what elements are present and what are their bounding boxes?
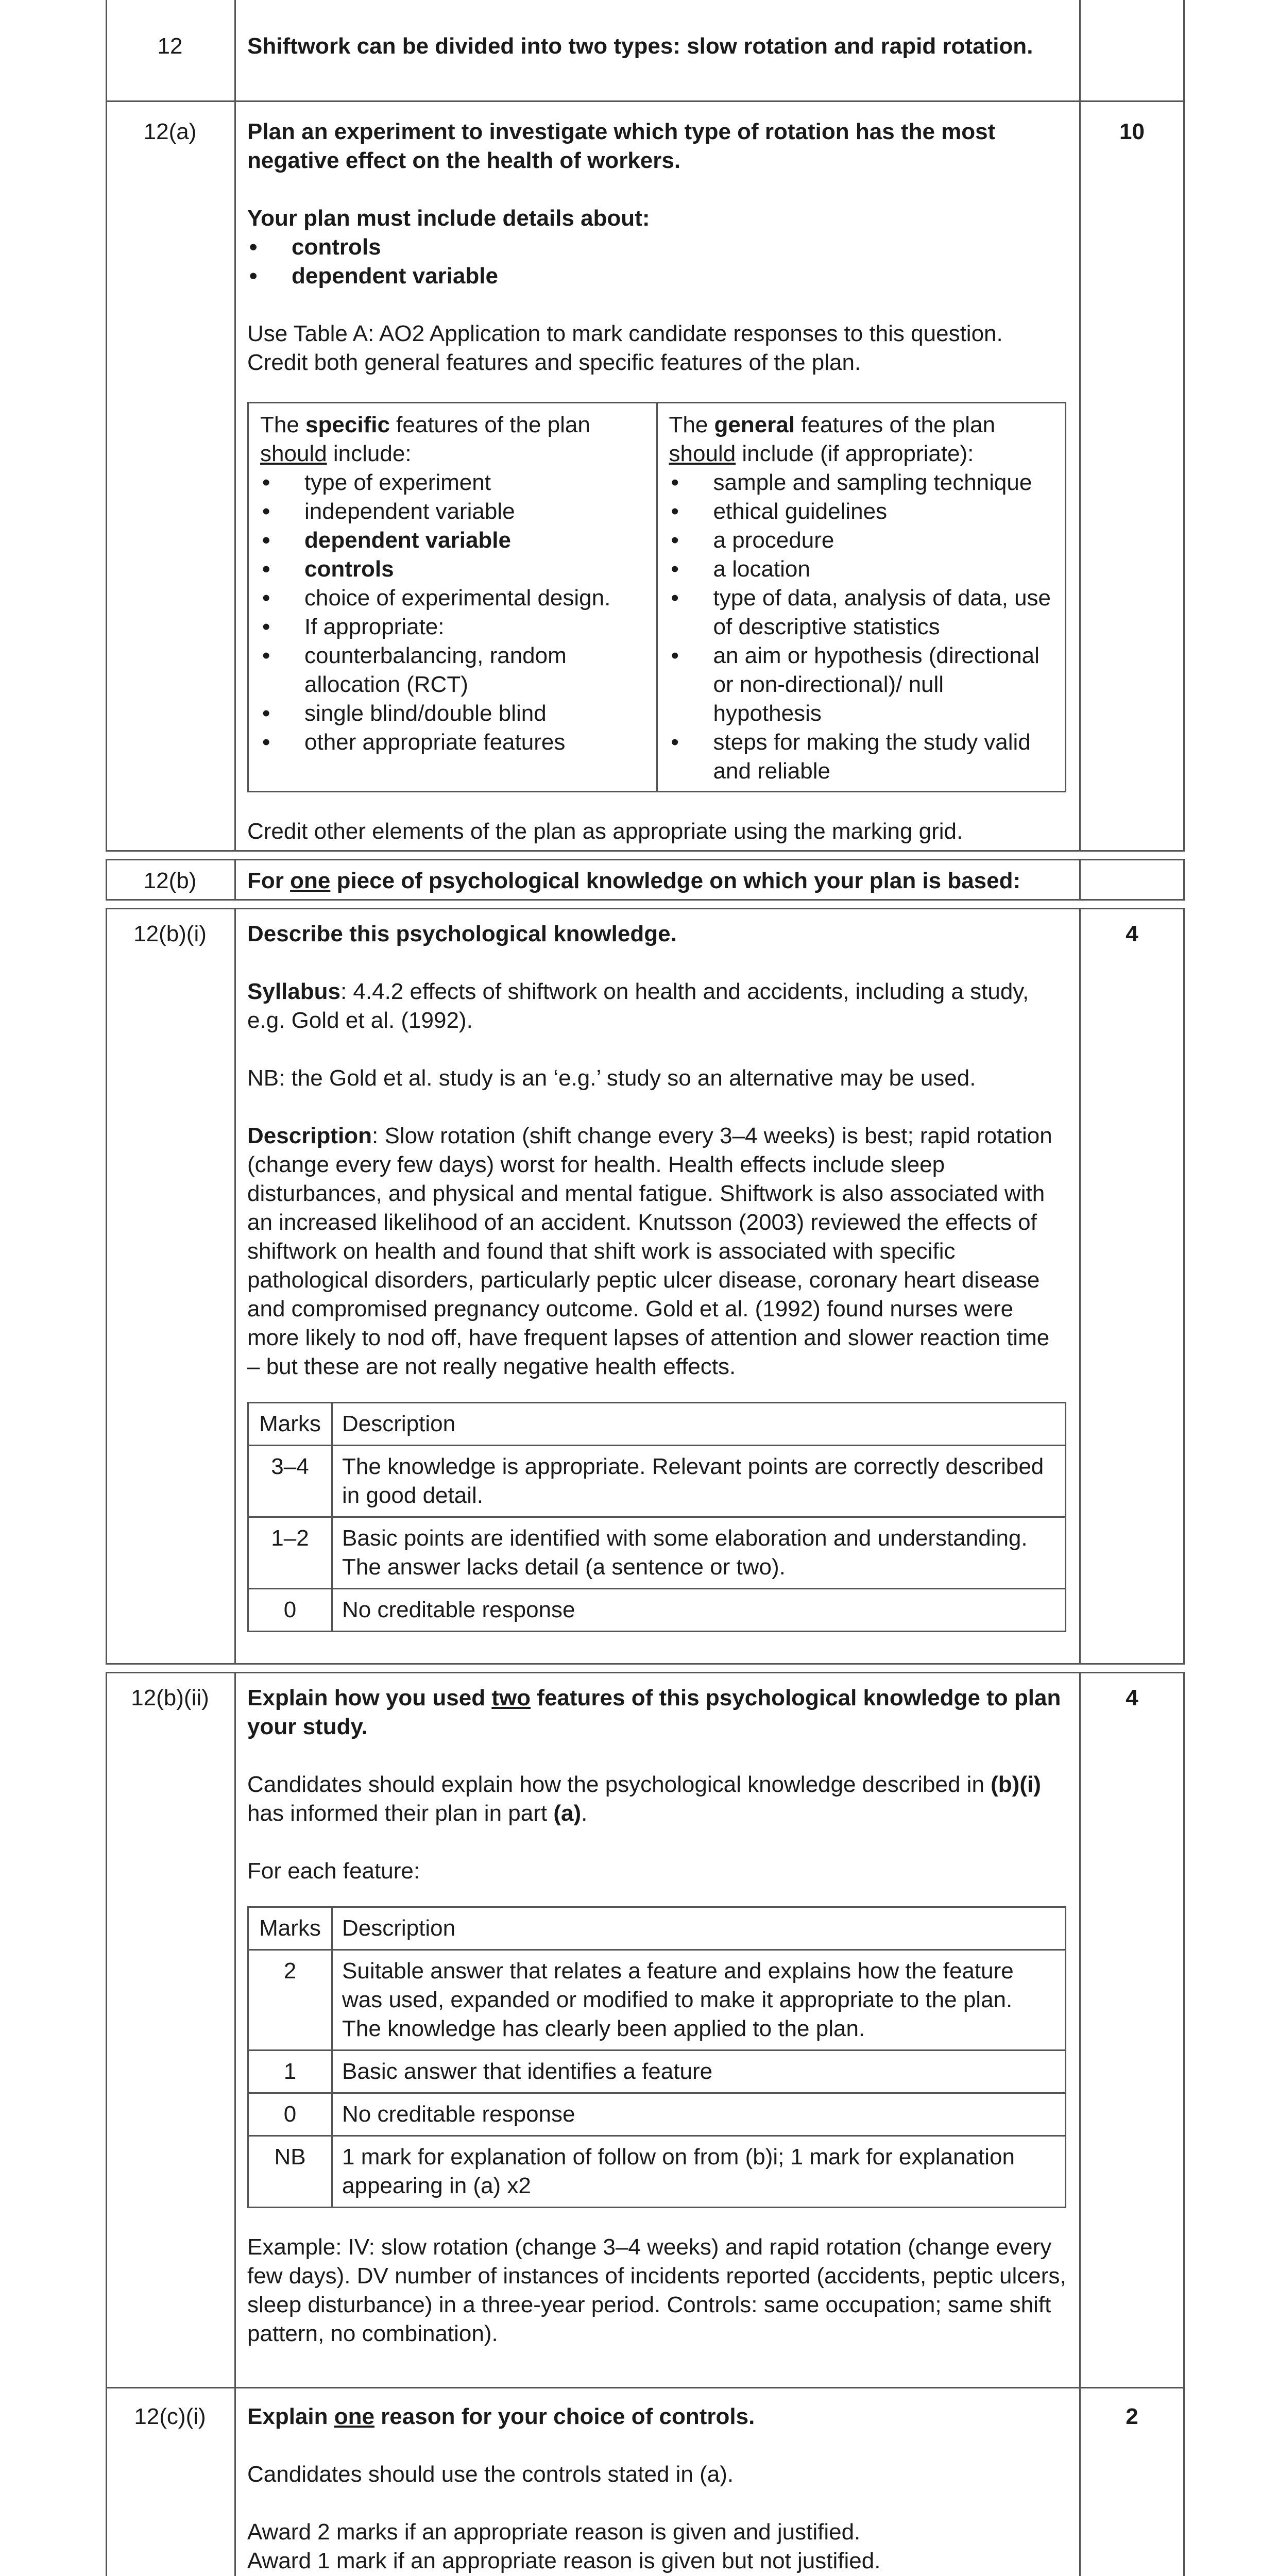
row-separator-double <box>106 850 1185 860</box>
list-item: • dependent variable <box>247 262 1066 291</box>
list-item: • independent variable <box>260 497 649 526</box>
question-number: 12(b)(ii) <box>131 1685 209 1710</box>
table-row: 1–2 Basic points are identified with some elaboration and understanding. The answer lacks detail (a sentence or two). <box>248 1517 1066 1589</box>
general-features-cell: The general features of the plan should include (if appropriate): • sample and sampling technique • ethical guidelines • a procedure • a location • type of data, analysis of data, use of descriptive statistics • an aim or hypothesis (directional or non-directional)/ null hypothesis • steps for making the study valid and reliable <box>657 403 1066 792</box>
question-number: 12(a) <box>143 119 197 144</box>
list-item: • an aim or hypothesis (directional or non-directional)/ null hypothesis <box>669 641 1058 728</box>
question-number: 12(b) <box>143 868 197 893</box>
list-item: • If appropriate: <box>260 613 649 641</box>
table-header-row: Marks Description <box>248 1403 1066 1446</box>
table-row: 0 No creditable response <box>248 1589 1066 1632</box>
list-item: • type of data, analysis of data, use of descriptive statistics <box>669 584 1058 641</box>
list-item: • a location <box>669 555 1058 584</box>
each-feature-text: For each feature: <box>247 1858 420 1884</box>
marking-grid-bii <box>247 1906 1066 2208</box>
plan-features-table <box>247 402 1066 792</box>
question-number: 12(c)(i) <box>134 2404 206 2429</box>
row-separator <box>106 100 1185 102</box>
list-item: • ethical guidelines <box>669 497 1058 526</box>
question-text: Describe this psychological knowledge. <box>247 921 677 946</box>
question-text: For one piece of psychological knowledge on which your plan is based: <box>247 868 1021 893</box>
question-number: 12(b)(i) <box>133 921 207 946</box>
question-text: Explain one reason for your choice of controls. <box>247 2404 755 2429</box>
marks-value: 4 <box>1126 921 1138 946</box>
table-row: 0 No creditable response <box>248 2093 1066 2136</box>
list-item: • a procedure <box>669 526 1058 555</box>
question-content <box>247 117 1066 846</box>
list-item: • type of experiment <box>260 468 649 497</box>
syllabus-text: Syllabus: 4.4.2 effects of shiftwork on health and accidents, including a study, e.g. Gold et al. (1992). <box>247 979 1029 1033</box>
award-2-text: Award 2 marks if an appropriate reason is given and justified. <box>247 2519 861 2545</box>
table-row: 2 Suitable answer that relates a feature and explains how the feature was used, expanded or modified to make it appropriate to the plan. The knowledge has clearly been applied to the plan. <box>248 1950 1066 2050</box>
specific-heading: specific <box>305 412 390 437</box>
list-item: • counterbalancing, random allocation (RCT) <box>260 641 649 699</box>
table-header-row: Marks Description <box>248 1907 1066 1950</box>
table-border-left <box>106 0 107 2576</box>
credit-other-text: Credit other elements of the plan as appropriate using the marking grid. <box>247 819 963 844</box>
guidance-text: Use Table A: AO2 Application to mark candidate responses to this question. Credit both general features and specific features of the plan. <box>247 321 1003 375</box>
row-separator <box>106 2387 1185 2388</box>
question-number: 12 <box>157 33 183 59</box>
list-item: • choice of experimental design. <box>260 584 649 613</box>
table-row: 3–4 The knowledge is appropriate. Relevant points are correctly described in good detail. <box>248 1446 1066 1517</box>
list-item: • controls <box>247 233 1066 262</box>
table-row: NB 1 mark for explanation of follow on from (b)i; 1 mark for explanation appearing in (a) x2 <box>248 2136 1066 2208</box>
award-1-text: Award 1 mark if an appropriate reason is given but not justified. <box>247 2548 881 2573</box>
row-separator-double <box>106 899 1185 909</box>
marks-value: 2 <box>1126 2404 1138 2429</box>
specific-features-cell: The specific features of the plan should include: • type of experiment • independent variable • dependent variable • controls • choice of experimental design. • If appropriate: • counterbalancing, random allocation (RCT) • single blind/double blind • other appropriate features <box>248 403 657 792</box>
specific-features-list <box>260 468 649 757</box>
question-stem: Shiftwork can be divided into two types: slow rotation and rapid rotation. <box>247 33 1033 59</box>
column-divider-marks <box>1079 0 1081 2576</box>
list-item: • steps for making the study valid and reliable <box>669 728 1058 786</box>
marking-grid-bi <box>247 1402 1066 1632</box>
question-content <box>247 2402 1066 2576</box>
list-item: • other appropriate features <box>260 728 649 757</box>
nb-text: NB: the Gold et al. study is an ‘e.g.’ study so an alternative may be used. <box>247 1065 976 1091</box>
question-content <box>247 920 1066 1632</box>
table-border-right <box>1183 0 1185 2576</box>
question-text: Explain how you used two features of this psychological knowledge to plan your study. <box>247 1685 1061 1739</box>
list-item: • controls <box>260 555 649 584</box>
general-features-list <box>669 468 1058 786</box>
list-item: • single blind/double blind <box>260 699 649 728</box>
question-text: Plan an experiment to investigate which type of rotation has the most negative effect on the health of workers. <box>247 119 996 173</box>
marks-value: 4 <box>1126 1685 1138 1710</box>
list-item: • dependent variable <box>260 526 649 555</box>
column-divider-question <box>234 0 236 2576</box>
plan-items-list <box>247 233 1066 291</box>
general-heading: general <box>714 412 795 437</box>
row-separator-double <box>106 1663 1185 1673</box>
plan-intro: Your plan must include details about: <box>247 206 650 231</box>
candidate-guidance: Candidates should use the controls stated in (a). <box>247 2462 734 2487</box>
candidate-guidance: Candidates should explain how the psychological knowledge described in (b)(i) has informed their plan in part (a). <box>247 1772 1041 1826</box>
table-row: 1 Basic answer that identifies a feature <box>248 2050 1066 2093</box>
description-text: Description: Slow rotation (shift change every 3–4 weeks) is best; rapid rotation (change every few days) worst for health. Health effects include sleep disturbances, and physical and mental fatigue. Shiftwork is also associated with an increased likelihood of an accident. Knutsson (2003) reviewed the effects of shiftwork on health and found that shift work is associated with specific pathological disorders, particularly peptic ulcer disease, coronary heart disease and compromised pregnancy outcome. Gold et al. (1992) found nurses were more likely to nod off, have frequent lapses of attention and slower reaction time – but these are not really negative health effects. <box>247 1123 1052 1379</box>
example-text: Example: IV: slow rotation (change 3–4 weeks) and rapid rotation (change every few days). DV number of instances of incidents reported (accidents, peptic ulcers, sleep disturbance) in a three-year period. Controls: same occupation; same shift pattern, no combination). <box>247 2234 1066 2346</box>
question-content <box>247 1684 1066 2348</box>
list-item: • sample and sampling technique <box>669 468 1058 497</box>
marks-value: 10 <box>1119 119 1145 144</box>
